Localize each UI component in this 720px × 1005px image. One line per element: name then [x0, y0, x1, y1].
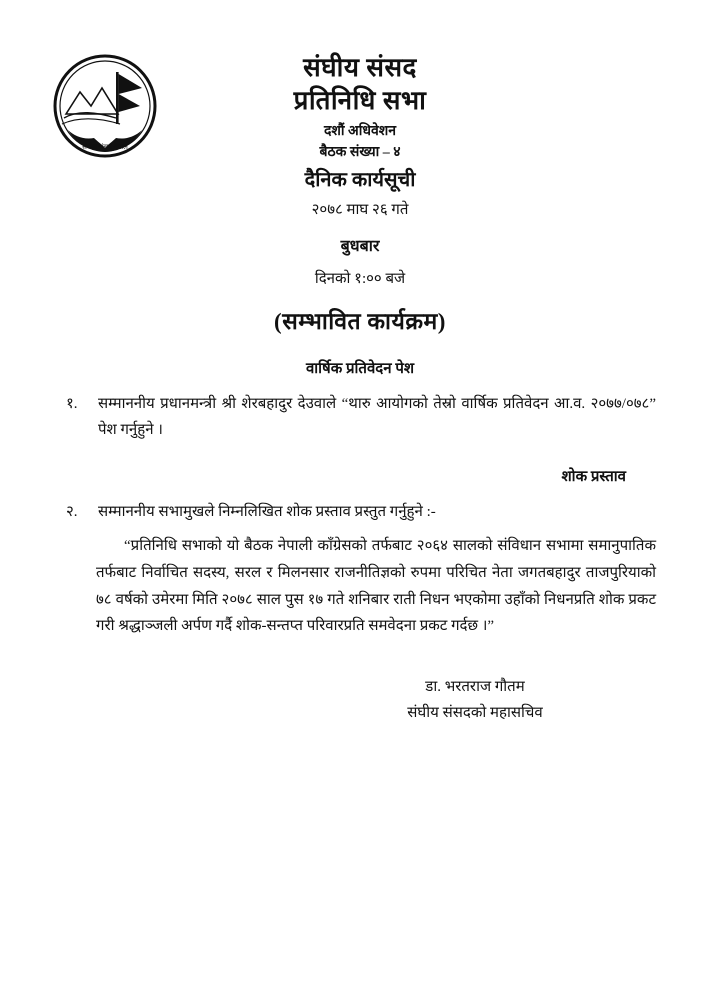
condolence-motion-quote: “प्रतिनिधि सभाको यो बैठक नेपाली काँग्रेसको तर्फबाट २०६४ सालको संविधान सभामा समानुपातिक तर्फबाट निर्वाचित सदस्य, सरल र मिलनसार राजनीतिज्ञको रुपमा परिचित नेता जगतबहादुर ताजपुरियाको ७८ वर्षको उमेरमा मिति २०७८ साल पुस १७ गते शनिबार राती निधन भएकोमा उहाँको निधनप्रति शोक प्रकट गरी श्रद्धाञ्जली अर्पण गर्दै शोक-सन्तप्त परिवारप्रति समवेदना प्रकट गर्दछ ।”	[96, 538, 656, 635]
section-title-condolence-motion: शोक प्रस्ताव	[561, 468, 626, 485]
meeting-number: बैठक संख्या – ४	[319, 145, 401, 160]
signatory-name: डा. भरतराज गौतम	[425, 679, 525, 696]
agenda-time: दिनको १:०० बजे	[314, 271, 406, 287]
section-title-annual-report: वार्षिक प्रतिवेदन पेश	[305, 361, 415, 377]
agenda-item-1	[64, 392, 656, 444]
organization-name-line1: संघीय संसद	[303, 53, 417, 82]
agenda-item-2	[64, 500, 656, 526]
agenda-item-1-number: १.	[66, 396, 78, 412]
nepal-parliament-emblem	[46, 48, 164, 176]
agenda-item-2-number: २.	[66, 503, 78, 520]
session-label: दशौं अधिवेशन	[323, 124, 397, 139]
organization-name-line2: प्रतिनिधि सभा	[293, 85, 427, 115]
program-note: (सम्भावित कार्यक्रम)	[274, 309, 446, 334]
agenda-item-1-text: सम्माननीय प्रधानमन्त्री श्री शेरबहादुर देउवाले “थारु आयोगको तेस्रो वार्षिक प्रतिवेदन आ.व. २०७७/०७८” पेश गर्नुहुने ।	[98, 396, 656, 438]
signatory-title: संघीय संसदको महासचिव	[407, 705, 543, 722]
agenda-item-2-text: सम्माननीय सभामुखले निम्नलिखित शोक प्रस्ताव प्रस्तुत गर्नुहुने :-	[98, 503, 436, 520]
agenda-day: बुधबार	[340, 238, 380, 255]
svg-text:संघीय संसद नेपाल: संघीय संसद नेपाल	[82, 143, 128, 151]
agenda-date: २०७८ माघ २६ गते	[311, 202, 409, 218]
agenda-title: दैनिक कार्यसूची	[304, 169, 416, 191]
signature-block	[64, 674, 656, 727]
